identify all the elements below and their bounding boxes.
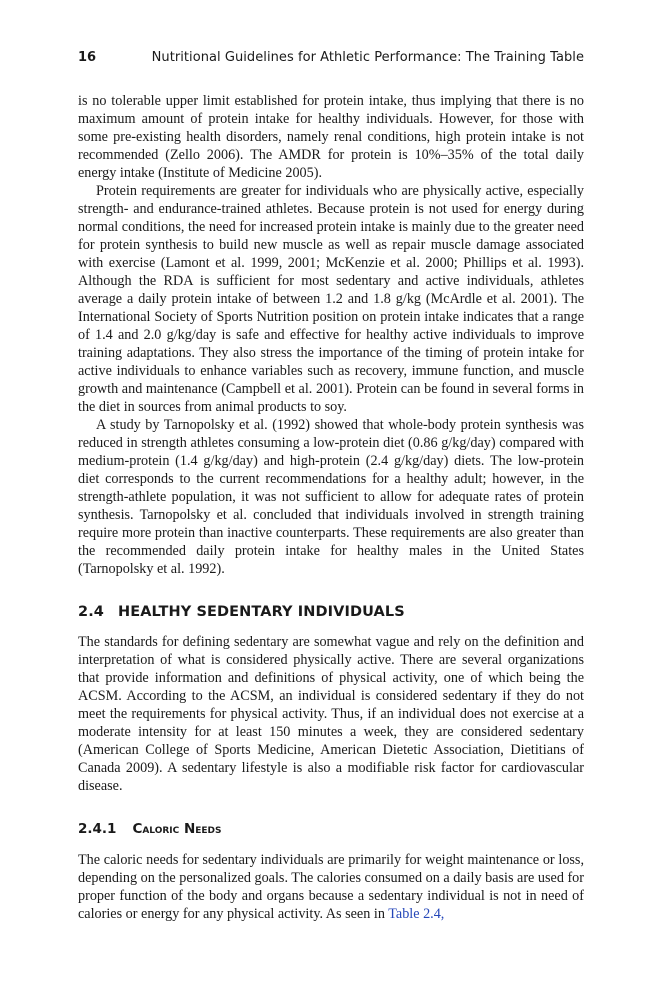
book-page [78, 50, 584, 923]
subsection-title: Caloric Needs [132, 821, 222, 837]
section-heading [78, 603, 584, 621]
paragraph-tarnopolsky-study: A study by Tarnopolsky et al. (1992) showed that whole-body protein synthesis was reduced in strength athletes consuming a low-protein diet (0.86 g/kg/day) compared with medium-protein (1.4 g/kg/day) and high-protein (2.4 g/kg/day) diets. The low-protein diet corresponds to the current recommendations for a healthy adult; however, in the strength-athlete population, it was not sufficient to allow for adequate rates of protein synthesis. Tarnopolsky et al. concluded that individuals involved in strength training require more protein than inactive counterparts. These requirements are also greater than the recommended daily protein intake for healthy males in the United States (Tarnopolsky et al. 1992). [78, 417, 584, 577]
section-number: 2.4 [78, 604, 104, 620]
paragraph-caloric-needs [78, 851, 584, 923]
paragraph-protein-requirements: Protein requirements are greater for individuals who are physically active, especially strength- and endurance-trained athletes. Because protein is not used for energy during normal conditions, the need for increased protein intake is mainly due to the greater need for protein synthesis to build new muscle as well as repair muscle damage associated with exercise (Lamont et al. 1999, 2001; McKenzie et al. 2000; Phillips et al. 1993). Although the RDA is sufficient for most sedentary and active individuals, athletes average a daily protein intake of between 1.2 and 1.8 g/kg (McArdle et al. 2001). The International Society of Sports Nutrition position on protein intake indicates that a range of 1.4 and 2.0 g/kg/day is safe and effective for healthy active individuals to improve training adaptations. They also stress the importance of the timing of protein intake for active individuals to enhance variables such as recovery, immune function, and muscle growth and maintenance (Campbell et al. 2001). Protein can be found in several forms in the diet in sources from animal products to soy. [78, 183, 584, 415]
page-number: 16 [78, 50, 97, 65]
subsection-heading [78, 820, 584, 838]
subsection-number: 2.4.1 [78, 821, 117, 837]
paragraph-sedentary-definition: The standards for defining sedentary are somewhat vague and rely on the definition and interpretation of what is considered physically active. There are several organizations that provide information and definitions of physical activity, one of which being the ACSM. According to the ACSM, an individual is considered sedentary if they do not meet the requirements for physical activity. Thus, if an individual does not exercise at a moderate intensity for at least 150 minutes a week, they are considered sedentary (American College of Sports Medicine, American Dietetic Association, Dietitians of Canada 2009). A sedentary lifestyle is also a modifiable risk factor for cardiovascular disease. [78, 634, 584, 794]
body-text [78, 92, 584, 923]
running-title: Nutritional Guidelines for Athletic Performance: The Training Table [151, 50, 584, 65]
section-title: HEALTHY SEDENTARY INDIVIDUALS [118, 604, 405, 620]
table-2-4-link[interactable]: Table 2.4, [388, 906, 445, 922]
paragraph-continued: is no tolerable upper limit established for protein intake, thus implying that there is no maximum amount of protein intake for healthy individuals. However, for those with some pre-existing health disorders, namely renal conditions, high protein intake is not recommended (Zello 2006). The AMDR for protein is 10%–35% of the total daily energy intake (Institute of Medicine 2005). [78, 93, 584, 181]
caloric-needs-text: The caloric needs for sedentary individuals are primarily for weight maintenance or loss, depending on the personalized goals. The calories consumed on a daily basis are used for proper function of the body and organs because a sedentary individual is not in need of calories or energy for any physical activity. As seen in [78, 852, 584, 922]
running-head [78, 50, 584, 72]
